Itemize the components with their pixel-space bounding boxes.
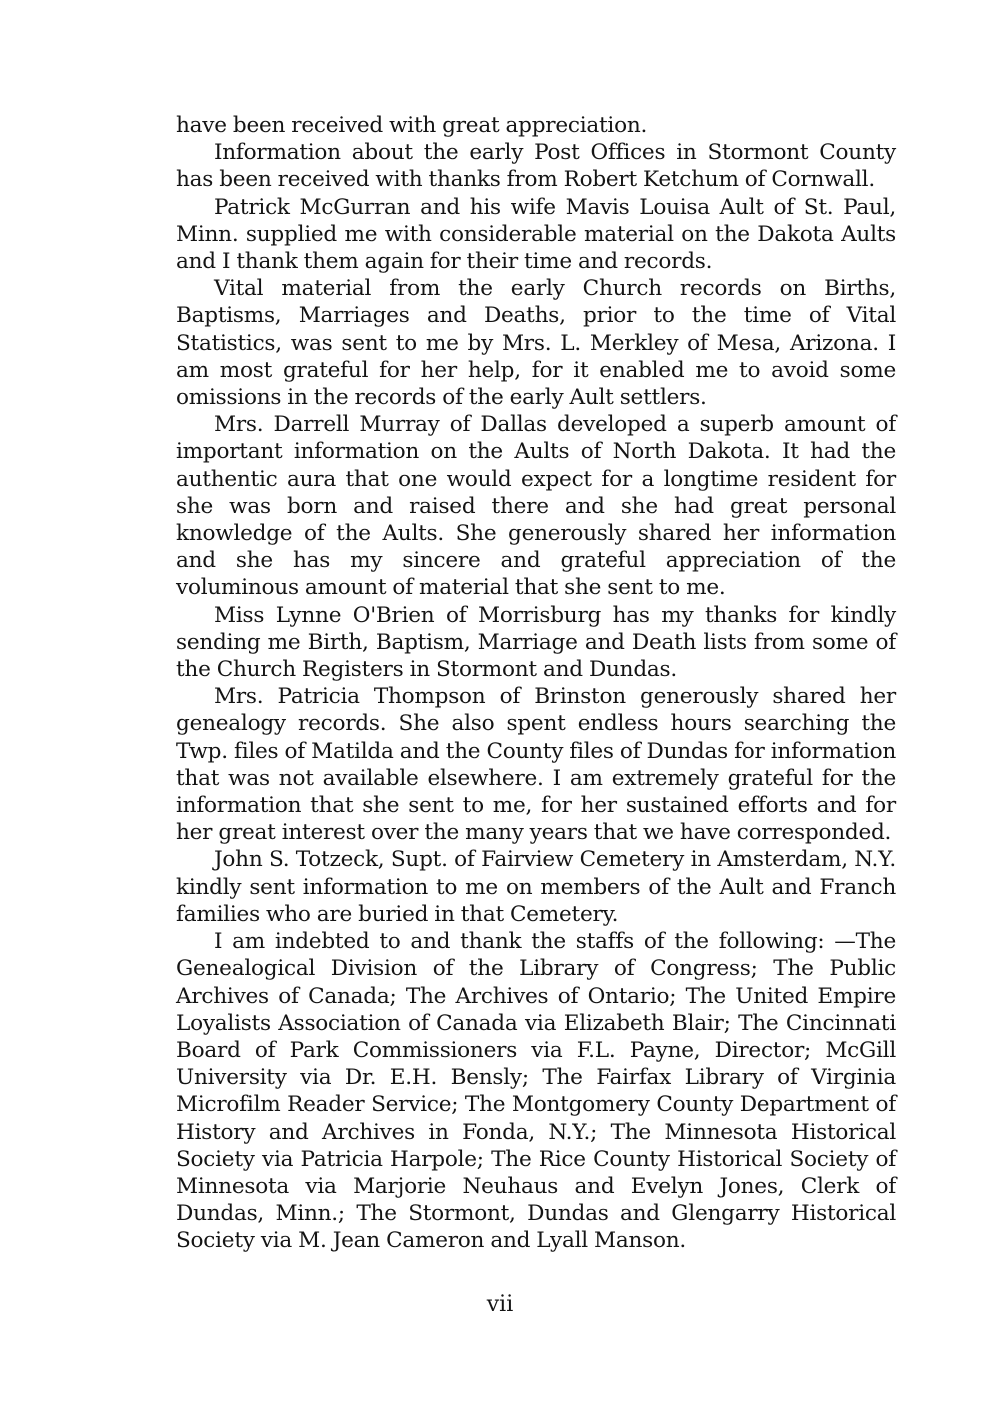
paragraph-thompson: Mrs. Patricia Thompson of Brinston generously shared her genealogy records. She also spent endless hours searching the Twp. files of Matilda and the County files of Dundas for information that was not available elsewhere. I am extremely grateful for the information that she sent to me, for her sustained efforts and for her great interest over the many years that we have corresponded. xyxy=(176,684,896,846)
paragraph-merkley: Vital material from the early Church records on Births, Baptisms, Marriages and Deaths, prior to the time of Vital Statistics, was sent to me by Mrs. L. Merkley of Mesa, Arizona. I am most grateful for her help, for it enabled me to avoid some omissions in the records of the early Ault settlers. xyxy=(176,276,896,411)
page-number: vii xyxy=(486,1292,514,1317)
paragraph-acknowledgements: I am indebted to and thank the staffs of the following: —The Genealogical Division of the Library of Congress; The Public Archives of Canada; The Archives of Ontario; The United Empire Loyalists Association of Canada via Elizabeth Blair; The Cincinnati Board of Park Commissioners via F.L. Payne, Director; McGill University via Dr. E.H. Bensly; The Fairfax Library of Virginia Microfilm Reader Service; The Montgomery County Department of History and Archives in Fonda, N.Y.; The Minnesota Historical Society via Patricia Harpole; The Rice County Historical Society of Minnesota via Marjorie Neuhaus and Evelyn Jones, Clerk of Dundas, Minn.; The Stormont, Dundas and Glengarry Historical Society via M. Jean Cameron and Lyall Manson. xyxy=(176,929,896,1254)
page-body xyxy=(176,112,896,1255)
paragraph-post-offices: Information about the early Post Offices in Stormont County has been received with thanks from Robert Ketchum of Cornwall. xyxy=(176,140,896,193)
paragraph-totzeck: John S. Totzeck, Supt. of Fairview Cemetery in Amsterdam, N.Y. kindly sent information to me on members of the Ault and Franch families who are buried in that Cemetery. xyxy=(176,847,896,927)
paragraph-murray: Mrs. Darrell Murray of Dallas developed a superb amount of important information on the Aults of North Dakota. It had the authentic aura that one would expect for a longtime resident for she was born and raised there and she had great personal knowledge of the Aults. She generously shared her information and she has my sincere and grateful appreciation of the voluminous amount of material that she sent to me. xyxy=(176,412,896,601)
paragraph-obrien: Miss Lynne O'Brien of Morrisburg has my thanks for kindly sending me Birth, Baptism, Marriage and Death lists from some of the Church Registers in Stormont and Dundas. xyxy=(176,602,896,683)
paragraph-mcgurran: Patrick McGurran and his wife Mavis Louisa Ault of St. Paul, Minn. supplied me with considerable material on the Dakota Aults and I thank them again for their time and records. xyxy=(176,194,896,275)
paragraph-continuation: have been received with great appreciation. xyxy=(176,113,648,138)
